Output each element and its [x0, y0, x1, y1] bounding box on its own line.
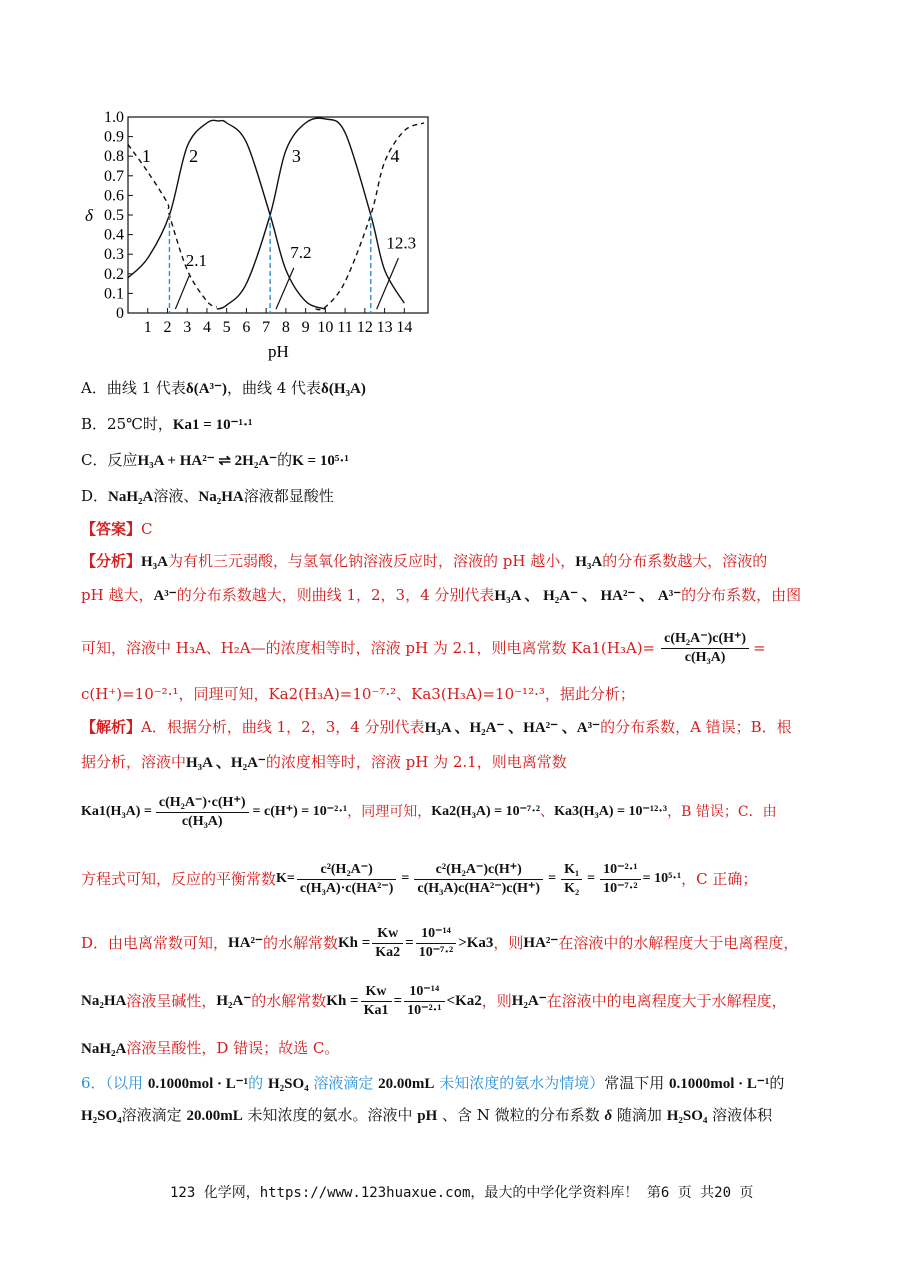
option-d-text: D． — [81, 487, 109, 505]
solution-text: ，则 — [481, 992, 512, 1010]
fraction-denominator: 10⁻²·¹ — [407, 1002, 442, 1018]
solution-math: = — [405, 935, 414, 951]
solution-math: H₂A⁻ — [216, 993, 252, 1009]
k-fraction-4 — [600, 861, 640, 898]
solution-math: H₃A 、H₂A⁻ — [186, 755, 266, 771]
analysis-text: c(H⁺)=10⁻²·¹，同理可知，Ka2(H₃A)=10⁻⁷·²、Ka3(H₃A)=10⁻¹²·³，据此分析； — [81, 685, 635, 703]
pka-annotation: 2.1 — [185, 250, 207, 270]
option-a-mid: ，曲线 4 代表 — [226, 379, 322, 397]
solution-line-6 — [81, 978, 787, 1024]
solution-line-7 — [81, 1038, 339, 1059]
q6-context-text: 溶液滴定 — [308, 1074, 379, 1092]
analysis-text: 的分布系数，由图 — [681, 586, 802, 604]
analysis-line-2 — [81, 585, 801, 606]
x-tick-label: 1 — [143, 319, 152, 336]
q6-math: H₂SO₄ — [81, 1108, 122, 1124]
solution-line-5 — [81, 920, 798, 966]
x-tick-label: 6 — [242, 319, 251, 336]
analysis-text: 的分布系数越大，则曲线 1，2，3，4 分别代表 — [176, 586, 495, 604]
option-d-text2: 溶液都显酸性 — [243, 487, 334, 505]
plot-frame — [128, 117, 428, 313]
option-d — [81, 486, 334, 507]
solution-text: 方程式可知，反应的平衡常数 — [81, 870, 277, 888]
option-c-math1: H₃A + HA²⁻ ⇌ 2H₂A⁻ — [137, 453, 278, 469]
x-tick-label: 12 — [356, 319, 373, 336]
annotation-leader — [377, 258, 399, 309]
option-d-math2: Na₂HA — [198, 489, 244, 505]
analysis-math: H₃A 、 H₂A⁻ 、 HA²⁻ 、 A³⁻ — [494, 588, 682, 604]
q6-text: 随滴加 — [612, 1106, 667, 1124]
solution-line-2 — [81, 752, 567, 773]
question-number: 6． — [81, 1074, 106, 1092]
option-a-math2: δ(H₃A) — [321, 381, 366, 397]
option-c — [81, 450, 349, 471]
solution-math: Kh = — [326, 993, 359, 1009]
solution-math: = — [393, 993, 403, 1009]
curve-label: 4 — [390, 146, 400, 167]
fraction-numerator: c(H₂A⁻)·c(H⁺) — [156, 794, 249, 813]
x-tick-label: 3 — [183, 319, 192, 336]
solution-text: D．由电离常数可知， — [81, 934, 229, 952]
page-footer: 123 化学网，https://www.123huaxue.com，最大的中学化学资料库！ 第6 页 共20 页 — [170, 1185, 754, 1201]
solution-text: ，则 — [493, 934, 524, 952]
solution-math: Ka2(H₃A) = 10⁻⁷·² — [431, 804, 541, 819]
y-tick-label: 0.2 — [104, 265, 124, 283]
solution-math: H₃A 、H₂A⁻ 、HA²⁻ 、A³⁻ — [424, 720, 601, 736]
fraction-denominator: c(H₃A) — [181, 813, 223, 829]
series-curve-4 — [316, 123, 425, 310]
analysis-line-3 — [81, 626, 766, 670]
q6-math: 0.1000mol · L⁻¹ — [147, 1076, 249, 1092]
fraction-numerator: 10⁻²·¹ — [600, 861, 640, 880]
solution-math: NaH₂A — [81, 1041, 127, 1057]
curve-label: 1 — [141, 146, 151, 167]
option-a — [81, 378, 366, 399]
solution-math: Kh = — [337, 935, 371, 951]
analysis-text: pH 越大， — [81, 586, 154, 604]
solution-text: 、 — [540, 804, 555, 820]
solution-text: 的浓度相等时，溶液 pH 为 2.1，则电离常数 — [265, 753, 567, 771]
x-axis-label: pH — [268, 342, 289, 361]
q6-math: H₂SO₄ — [267, 1076, 309, 1092]
kh-fraction-4 — [404, 983, 444, 1020]
analysis-math: H₃A — [141, 554, 169, 570]
solution-text: 在溶液中的电离程度大于水解程度， — [546, 992, 787, 1010]
solution-math: Ka1(H₃A) = — [81, 804, 152, 819]
fraction-denominator: c(H₃A) — [684, 649, 726, 665]
k-fraction-3 — [561, 861, 582, 898]
fraction-denominator: 10⁻⁷·² — [603, 880, 638, 896]
analysis-math: H₃A — [575, 554, 603, 570]
option-c-text: C．反应 — [81, 451, 138, 469]
answer-value: C — [141, 520, 153, 538]
fraction-numerator: 10⁻¹⁴ — [404, 983, 444, 1002]
q6-text: 未知浓度的氨水。溶液中 — [242, 1106, 418, 1124]
answer-line — [81, 519, 153, 539]
option-b — [81, 414, 253, 435]
fraction-numerator: c(H₂A⁻)c(H⁺) — [661, 630, 749, 649]
solution-text: 据分析，溶液中 — [81, 753, 187, 771]
y-tick-label: 1.0 — [104, 109, 124, 126]
kh-fraction-1 — [372, 925, 403, 962]
q6-math: pH — [417, 1108, 438, 1124]
solution-text: 溶液呈酸性，D 错误；故选 C。 — [126, 1039, 340, 1057]
solution-text: 在溶液中的水解程度大于电离程度， — [558, 934, 799, 952]
q6-text: 溶液滴定 — [121, 1106, 187, 1124]
annotation-leader — [276, 268, 294, 309]
analysis-eq: = — [753, 639, 766, 657]
y-tick-label: 0.9 — [104, 128, 124, 146]
solution-math: HA²⁻ — [228, 935, 263, 951]
fraction-denominator: Ka1 — [363, 1002, 389, 1018]
solution-math: = 10⁵·¹ — [642, 871, 682, 886]
curve-label: 3 — [291, 146, 301, 167]
fraction-numerator: Kw — [372, 925, 403, 944]
y-tick-label: 0.1 — [104, 285, 124, 303]
y-tick-label: 0.5 — [104, 207, 124, 224]
solution-line-3 — [81, 790, 777, 834]
fraction-numerator: K₁ — [561, 861, 582, 880]
k-fraction-2 — [414, 861, 543, 898]
analysis-line-1 — [81, 551, 767, 572]
analysis-text: 可知，溶液中 H₃A、H₂A—的浓度相等时，溶液 pH 为 2.1，则电离常数 Ka1(H₃A)= — [81, 639, 656, 657]
fraction-denominator: c(H₃A)c(HA²⁻)c(H⁺) — [417, 880, 541, 896]
q6-context-text: 的 — [248, 1074, 268, 1092]
option-a-math1: δ(A³⁻) — [185, 381, 227, 397]
q6-text: 的 — [769, 1074, 785, 1092]
fraction-denominator: c(H₃A)·c(HA²⁻) — [299, 880, 394, 896]
question-6-line-2 — [81, 1105, 772, 1126]
x-tick-label: 2 — [163, 319, 172, 336]
solution-math: Na₂HA — [81, 993, 127, 1009]
q6-math: 20.00mL — [186, 1108, 243, 1124]
analysis-tag: 【分析】 — [81, 552, 142, 570]
option-a-text: A．曲线 1 代表 — [81, 379, 186, 397]
solution-math: = — [401, 871, 410, 886]
solution-line-1 — [81, 717, 792, 738]
option-c-math2: K = 10⁵·¹ — [292, 453, 349, 469]
solution-text: ，C 正确； — [681, 870, 758, 888]
x-tick-label: 10 — [317, 319, 334, 336]
fraction-numerator: 10⁻¹⁴ — [416, 925, 456, 944]
option-b-math: Ka1 = 10⁻¹·¹ — [172, 417, 253, 433]
kh-fraction-2 — [416, 925, 456, 962]
analysis-math: A³⁻ — [153, 588, 177, 604]
x-tick-label: 5 — [222, 319, 231, 336]
q6-text: 溶液体积 — [707, 1106, 773, 1124]
q6-math: δ — [604, 1108, 613, 1124]
analysis-text: 的分布系数越大，溶液的 — [602, 552, 768, 570]
x-tick-label: 14 — [396, 319, 413, 336]
y-tick-label: 0.6 — [104, 187, 124, 205]
solution-text: 的分布系数，A 错误；B．根 — [600, 718, 792, 736]
solution-text: A．根据分析，曲线 1，2，3，4 分别代表 — [141, 718, 425, 736]
kh-fraction-3 — [361, 983, 392, 1020]
solution-math: = c(H⁺) = 10⁻²·¹ — [252, 804, 348, 819]
y-axis-label: δ — [85, 206, 93, 225]
fraction-numerator: c²(H₂A⁻)c(H⁺) — [414, 861, 543, 880]
solution-text: 的水解常数 — [262, 934, 338, 952]
fraction-numerator: Kw — [361, 983, 392, 1002]
distribution-chart — [0, 0, 902, 370]
solution-text: 的水解常数 — [251, 992, 327, 1010]
pka-annotation: 7.2 — [290, 243, 312, 263]
solution-text: ，同理可知， — [347, 804, 432, 820]
analysis-line-4 — [81, 684, 635, 704]
k-fraction-1 — [297, 861, 397, 898]
solution-math: Ka3(H₃A) = 10⁻¹²·³ — [554, 804, 668, 819]
fraction-denominator: K₂ — [564, 880, 580, 896]
solution-math: K= — [276, 871, 295, 886]
y-tick-label: 0.7 — [104, 167, 124, 185]
solution-math: H₂A⁻ — [511, 993, 547, 1009]
solution-text: ，B 错误；C．由 — [667, 804, 777, 820]
fraction-denominator: 10⁻⁷·² — [418, 944, 454, 960]
ka1-fraction — [661, 630, 749, 667]
x-tick-label: 4 — [202, 319, 211, 336]
solution-math: <Ka2 — [446, 993, 482, 1009]
question-6-line-1 — [81, 1073, 784, 1094]
y-tick-label: 0 — [116, 305, 124, 322]
annotation-leader — [175, 276, 189, 309]
answer-tag: 【答案】 — [81, 520, 142, 538]
y-tick-label: 0.8 — [104, 148, 124, 166]
solution-math: = — [548, 871, 557, 886]
solution-line-4 — [81, 850, 757, 908]
option-d-math1: NaH₂A — [108, 489, 154, 505]
q6-text: 、含 N 微粒的分布系数 — [437, 1106, 605, 1124]
option-c-mid: 的 — [277, 451, 293, 469]
x-tick-label: 11 — [337, 319, 353, 336]
q6-text: 常温下用 — [604, 1074, 669, 1092]
curve-label: 2 — [189, 146, 199, 167]
solution-text: 溶液呈碱性， — [126, 992, 217, 1010]
series-curve-1 — [128, 144, 217, 307]
solution-math: >Ka3 — [458, 935, 494, 951]
option-d-text1: 溶液、 — [153, 487, 199, 505]
x-tick-label: 7 — [262, 319, 271, 336]
pka-annotation: 12.3 — [386, 233, 417, 253]
solution-math: HA²⁻ — [523, 935, 559, 951]
fraction-denominator: Ka2 — [375, 944, 401, 960]
x-tick-label: 8 — [281, 319, 290, 336]
ka1-fraction — [156, 794, 249, 831]
option-b-text: B．25℃时， — [81, 415, 173, 433]
solution-tag: 【解析】 — [81, 718, 142, 736]
q6-context-text: 未知浓度的氨水为情境） — [434, 1074, 605, 1092]
y-tick-label: 0.3 — [104, 246, 124, 264]
x-tick-label: 13 — [376, 319, 393, 336]
q6-math: 0.1000mol · L⁻¹ — [668, 1076, 770, 1092]
q6-context-text: （以用 — [105, 1074, 148, 1092]
x-tick-label: 9 — [301, 319, 310, 336]
series-curve-3 — [217, 118, 405, 309]
solution-math: = — [587, 871, 596, 886]
q6-math: 20.00mL — [378, 1076, 435, 1092]
analysis-text: 为有机三元弱酸，与氢氧化钠溶液反应时，溶液的 pH 越小， — [168, 552, 576, 570]
y-tick-label: 0.4 — [104, 226, 124, 244]
q6-math: H₂SO₄ — [666, 1108, 708, 1124]
fraction-numerator: c²(H₂A⁻) — [297, 861, 397, 880]
